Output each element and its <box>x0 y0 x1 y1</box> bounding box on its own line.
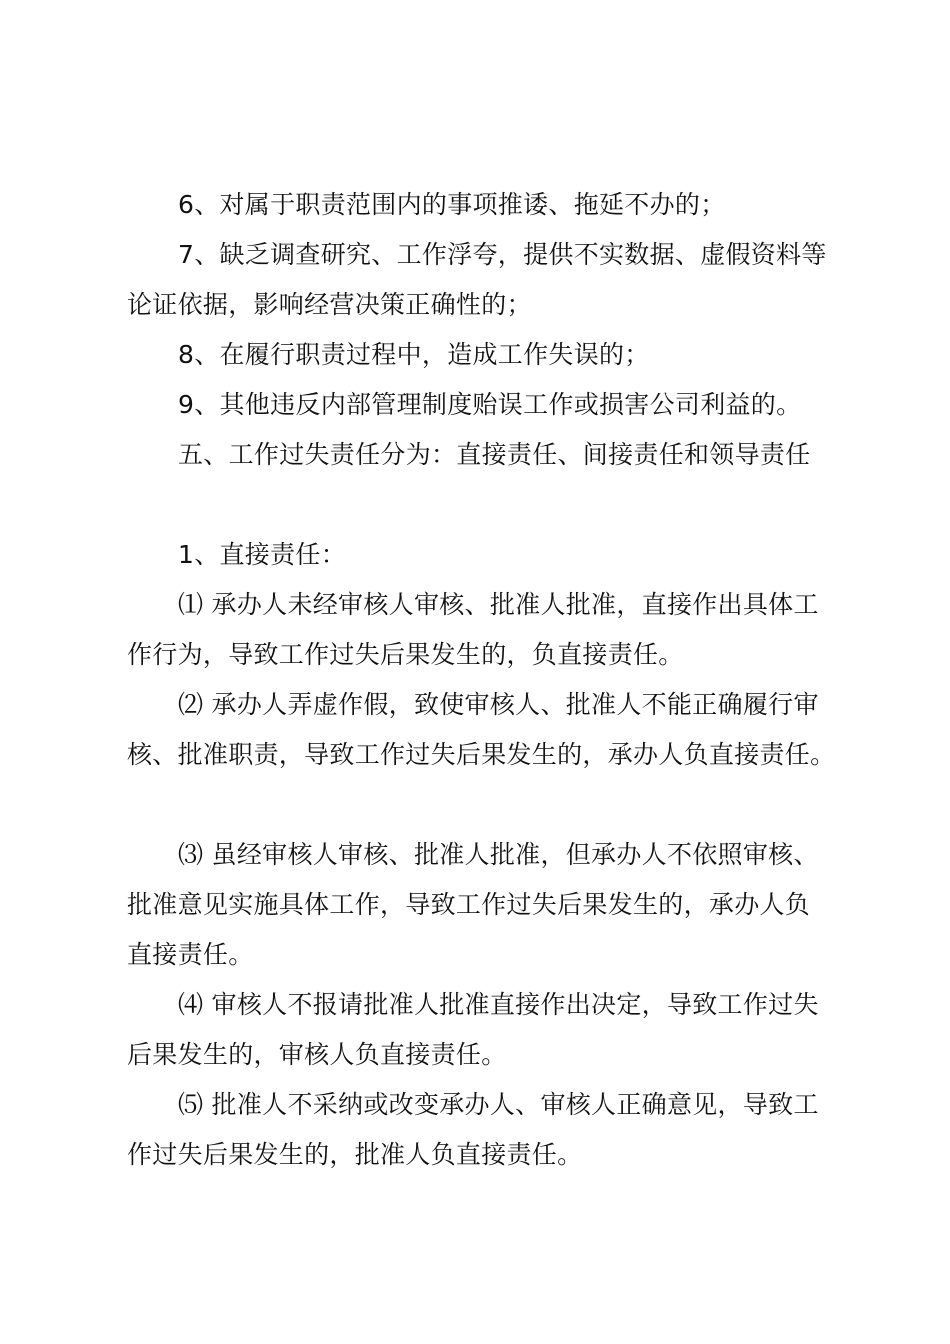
clause-4-line1: ⑷ 审核人不报请批准人批准直接作出决定，导致工作过失 <box>178 990 819 1019</box>
clause-2-line2: 核、批准职责，导致工作过失后果发生的，承办人负直接责任。 <box>127 740 836 769</box>
paragraph-item-7-line1: 7、缺乏调查研究、工作浮夸，提供不实数据、虚假资料等 <box>178 240 827 269</box>
clause-2-line1: ⑵ 承办人弄虚作假，致使审核人、批准人不能正确履行审 <box>178 690 819 719</box>
clause-4-line2: 后果发生的，审核人负直接责任。 <box>127 1040 507 1069</box>
section-heading-5: 五、工作过失责任分为：直接责任、间接责任和领导责任 <box>178 440 811 469</box>
clause-5-line1: ⑸ 批准人不采纳或改变承办人、审核人正确意见，导致工 <box>178 1090 819 1119</box>
clause-3-line1: ⑶ 虽经审核人审核、批准人批准，但承办人不依照审核、 <box>178 840 819 869</box>
clause-1-line2: 作行为，导致工作过失后果发生的，负直接责任。 <box>127 640 684 669</box>
paragraph-item-7-line2: 论证依据，影响经营决策正确性的； <box>127 290 532 319</box>
paragraph-item-6: 6、对属于职责范围内的事项推诿、拖延不办的； <box>178 190 726 219</box>
paragraph-item-8: 8、在履行职责过程中，造成工作失误的； <box>178 340 650 369</box>
clause-5-line2: 作过失后果发生的，批准人负直接责任。 <box>127 1140 583 1169</box>
clause-1-line1: ⑴ 承办人未经审核人审核、批准人批准，直接作出具体工 <box>178 590 819 619</box>
clause-3-line3: 直接责任。 <box>127 940 254 969</box>
paragraph-item-9: 9、其他违反内部管理制度贻误工作或损害公司利益的。 <box>178 390 802 419</box>
clause-3-line2: 批准意见实施具体工作，导致工作过失后果发生的，承办人负 <box>127 890 811 919</box>
subsection-heading-direct-responsibility: 1、直接责任： <box>178 540 347 569</box>
